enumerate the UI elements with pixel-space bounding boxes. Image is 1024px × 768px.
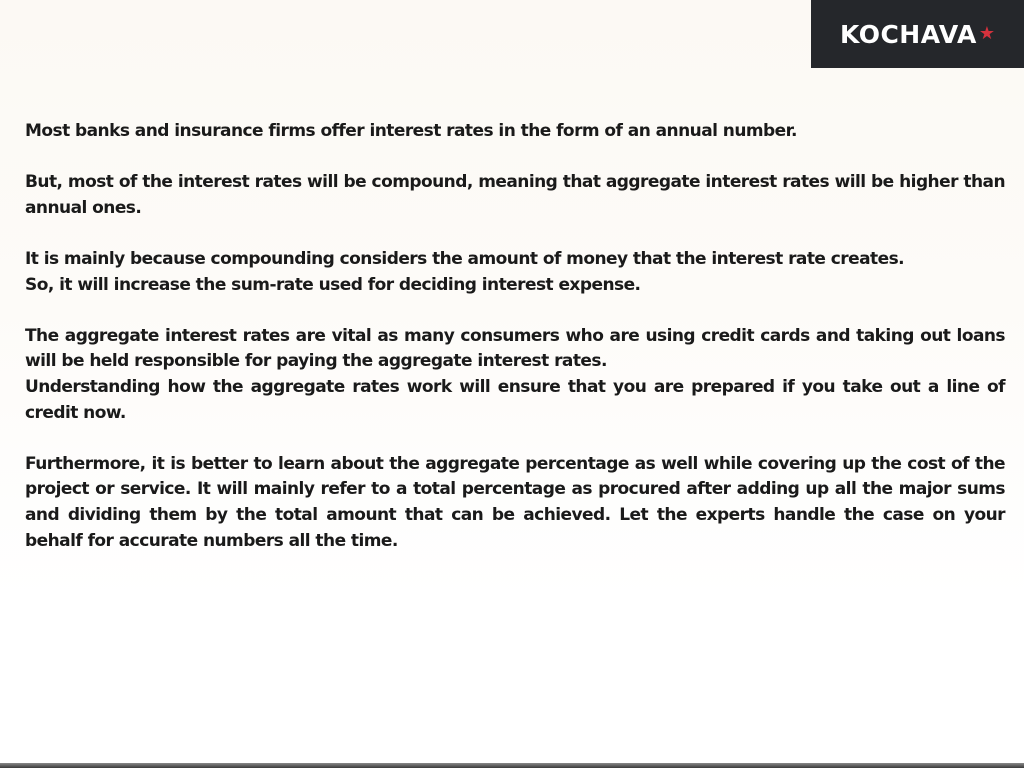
text-line: It is mainly because compounding considers the amount of money that the interest rate creates. xyxy=(25,248,905,269)
text-line: Most banks and insurance firms offer interest rates in the form of an annual number. xyxy=(25,121,797,141)
paragraph-4 xyxy=(25,324,1005,426)
logo-text: KOCHAVA xyxy=(839,19,977,49)
text-line: Understanding how the aggregate rates work will ensure that you are prepared if you take out a line of credit now. xyxy=(25,376,1005,423)
paragraph-2 xyxy=(25,170,1005,221)
paragraph-5 xyxy=(25,452,1005,554)
paragraph-3 xyxy=(25,247,1005,298)
paragraph-1 xyxy=(25,119,1005,145)
text-line: But, most of the interest rates will be compound, meaning that aggregate interest rates will be higher than annual ones. xyxy=(25,172,1005,218)
star-icon: ★ xyxy=(978,22,996,44)
kochava-logo xyxy=(811,0,1024,68)
text-line: The aggregate interest rates are vital as many consumers who are using credit cards and taking out loans will be held responsible for paying the aggregate interest rates. xyxy=(25,325,1005,372)
text-line: So, it will increase the sum-rate used for deciding interest expense. xyxy=(25,274,641,295)
bottom-divider xyxy=(0,763,1024,768)
text-line: Furthermore, it is better to learn about the aggregate percentage as well while covering up the cost of the project or service. It will mainly refer to a total percentage as procured after adding up all the major sums and dividing them by the total amount that can be achieved. Let the experts handle the case on your behalf for accurate numbers all the time. xyxy=(25,453,1005,551)
body-text xyxy=(25,119,1005,580)
